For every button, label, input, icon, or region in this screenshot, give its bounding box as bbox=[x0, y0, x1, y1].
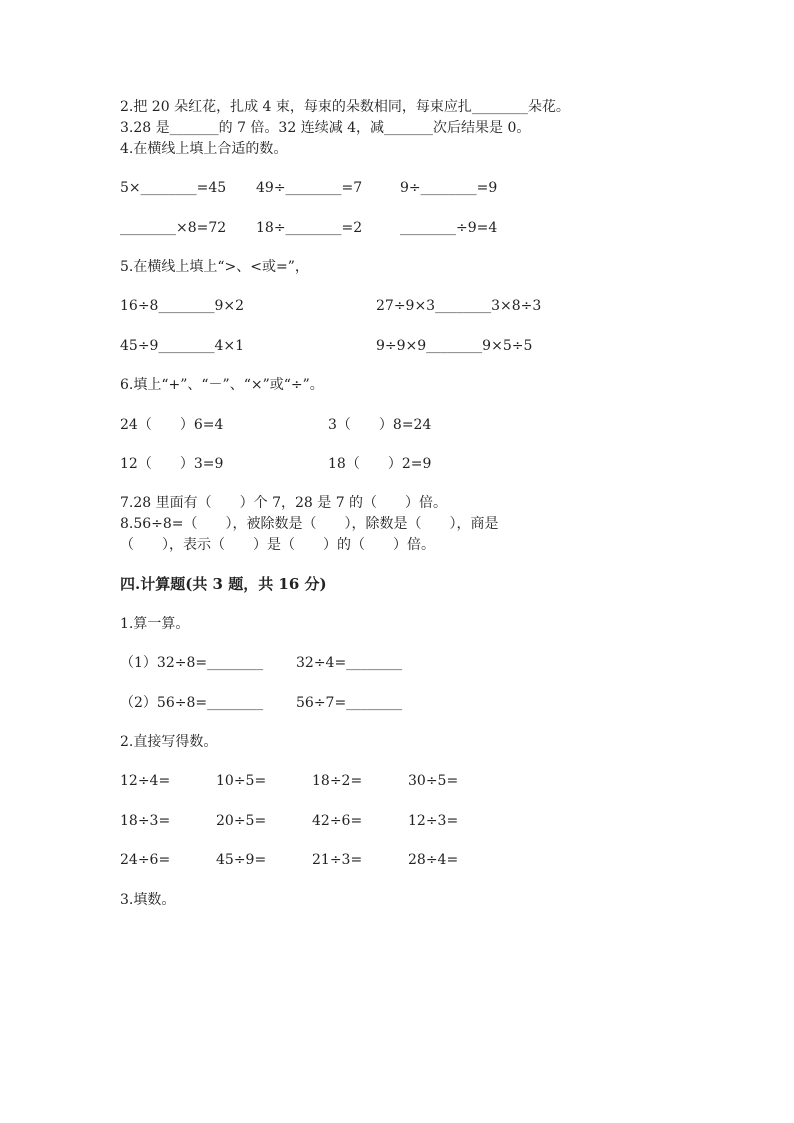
calc-2-item: 28÷4= bbox=[408, 852, 459, 868]
calc-2-item: 18÷2= bbox=[312, 773, 363, 789]
calc-1-row1-item2: 32÷4=________ bbox=[296, 655, 403, 671]
calc-3-title: 3.填数。 bbox=[120, 892, 176, 908]
section-4-heading: 四.计算题(共 3 题，共 16 分) bbox=[120, 575, 327, 593]
q4-row2-item1: ________×8=72 bbox=[120, 220, 227, 236]
question-8-line2: （ ），表示（ ）是（ ）的（ ）倍。 bbox=[120, 537, 435, 553]
q6-row1-item1: 24（ ）6=4 bbox=[120, 417, 224, 433]
question-8-line1: 8.56÷8=（ ），被除数是（ ），除数是（ ），商是 bbox=[120, 516, 499, 532]
question-3: 3.28 是_______的 7 倍。32 连续减 4，减_______次后结果是 0。 bbox=[120, 120, 531, 136]
q4-row2-item2: 18÷________=2 bbox=[256, 220, 363, 236]
q4-row1-item2: 49÷________=7 bbox=[256, 180, 363, 196]
calc-2-item: 45÷9= bbox=[216, 852, 267, 868]
q6-row2-item2: 18（ ）2=9 bbox=[328, 456, 432, 472]
calc-2-item: 18÷3= bbox=[120, 813, 171, 829]
calc-1-row1-item1: （1）32÷8=________ bbox=[120, 655, 264, 671]
calc-2-item: 42÷6= bbox=[312, 813, 363, 829]
calc-2-item: 24÷6= bbox=[120, 852, 171, 868]
calc-1-row2-item1: （2）56÷8=________ bbox=[120, 695, 264, 711]
calc-1-title: 1.算一算。 bbox=[120, 616, 190, 632]
calc-2-item: 12÷4= bbox=[120, 773, 171, 789]
q6-row1-item2: 3（ ）8=24 bbox=[328, 417, 432, 433]
q4-row2-item3: ________÷9=4 bbox=[400, 220, 498, 236]
question-6-title: 6.填上“+”、“－”、“×”或“÷”。 bbox=[120, 377, 324, 393]
q5-row1-item2: 27÷9×3________3×8÷3 bbox=[376, 298, 542, 314]
q5-row2-item1: 45÷9________4×1 bbox=[120, 338, 244, 354]
q5-row1-item1: 16÷8________9×2 bbox=[120, 298, 244, 314]
calc-2-item: 12÷3= bbox=[408, 813, 459, 829]
q4-row1-item1: 5×________=45 bbox=[120, 180, 227, 196]
question-7: 7.28 里面有（ ）个 7，28 是 7 的（ ）倍。 bbox=[120, 495, 448, 511]
calc-1-row2-item2: 56÷7=________ bbox=[296, 695, 403, 711]
calc-2-item: 20÷5= bbox=[216, 813, 267, 829]
calc-2-item: 21÷3= bbox=[312, 852, 363, 868]
calc-2-title: 2.直接写得数。 bbox=[120, 734, 218, 750]
q4-row1-item3: 9÷________=9 bbox=[400, 180, 498, 196]
calc-2-item: 10÷5= bbox=[216, 773, 267, 789]
question-5-title: 5.在横线上填上“>、<或=”， bbox=[120, 259, 309, 275]
question-2: 2.把 20 朵红花，扎成 4 束，每束的朵数相同，每束应扎________朵花。 bbox=[120, 99, 570, 115]
calc-2-item: 30÷5= bbox=[408, 773, 459, 789]
q5-row2-item2: 9÷9×9________9×5÷5 bbox=[376, 338, 533, 354]
question-4-title: 4.在横线上填上合适的数。 bbox=[120, 141, 288, 157]
q6-row2-item1: 12（ ）3=9 bbox=[120, 456, 224, 472]
